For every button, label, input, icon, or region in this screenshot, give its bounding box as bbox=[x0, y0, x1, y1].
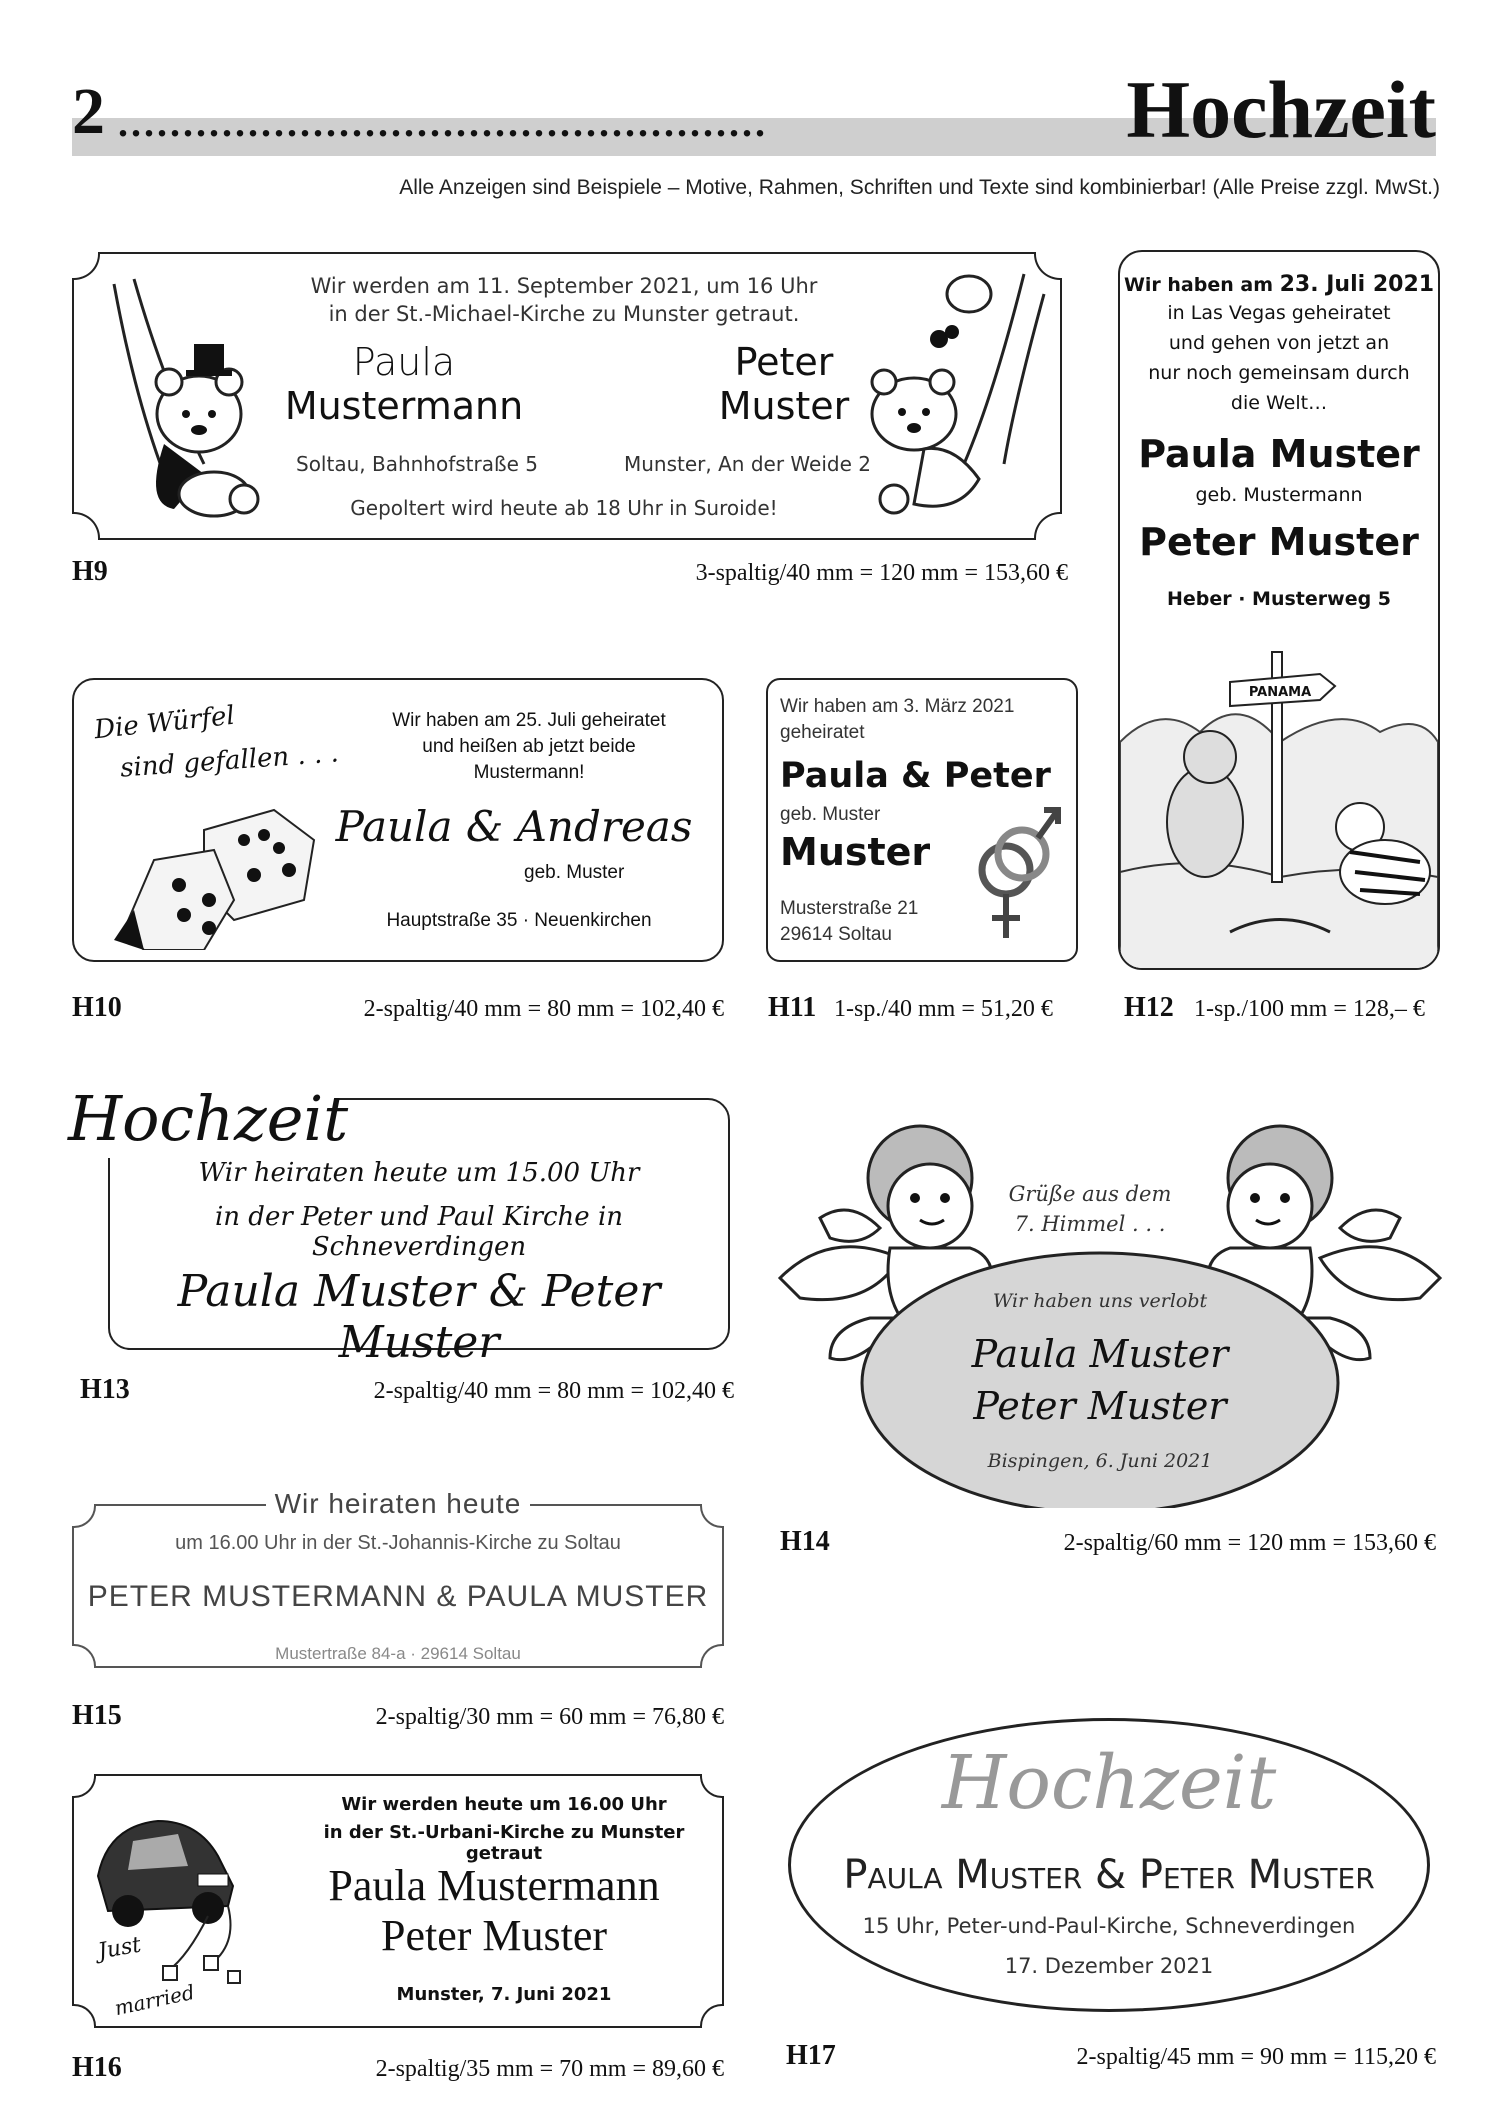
h11-line1: Wir haben am 3. März 2021 bbox=[780, 696, 1015, 717]
h12-line5: die Welt… bbox=[1230, 392, 1328, 414]
price-h16: 2-spaltig/35 mm = 70 mm = 89,60 € bbox=[375, 2056, 724, 2082]
ad-code-h16: H16 bbox=[72, 2052, 122, 2083]
h9-groom-last: Muster bbox=[718, 384, 850, 428]
h10-nee: geb. Muster bbox=[524, 862, 625, 883]
price-h9: 3-spaltig/40 mm = 120 mm = 153,60 € bbox=[695, 560, 1068, 586]
ad-h12 bbox=[1118, 250, 1440, 970]
ad-h16 bbox=[72, 1774, 724, 2028]
h16-place-date: Munster, 7. Juni 2021 bbox=[396, 1984, 612, 2005]
h10-tagline1: Die Würfel bbox=[92, 700, 237, 746]
h12-bride: Paula Muster bbox=[1138, 432, 1420, 476]
ad-code-h11: H11 bbox=[768, 992, 817, 1023]
ad-code-h15: H15 bbox=[72, 1700, 122, 1731]
h14-greeting1: Grüße aus dem bbox=[1008, 1182, 1172, 1206]
h14-line1: Wir haben uns verlobt bbox=[992, 1290, 1208, 1312]
page-subtitle: Alle Anzeigen sind Beispiele – Motive, Rahmen, Schriften und Texte sind kombinierbar! (Alle Preise zzgl. MwSt.) bbox=[399, 176, 1440, 199]
price-h17: 2-spaltig/45 mm = 90 mm = 115,20 € bbox=[1076, 2044, 1436, 2070]
page-title: Hochzeit bbox=[1126, 64, 1436, 155]
h17-line2: 17. Dezember 2021 bbox=[1004, 1954, 1214, 1978]
ad-code-h13: H13 bbox=[80, 1374, 130, 1405]
h16-married: married bbox=[112, 1979, 197, 2021]
ad-code-h14: H14 bbox=[780, 1526, 830, 1557]
h13-line1: Wir heiraten heute um 15.00 Uhr bbox=[198, 1158, 640, 1188]
page-number: 2 bbox=[72, 75, 105, 148]
h14-greeting2: 7. Himmel . . . bbox=[1014, 1212, 1166, 1236]
h17-line1: 15 Uhr, Peter-und-Paul-Kirche, Schneverdingen bbox=[862, 1914, 1356, 1938]
h9-bride-first: Paula bbox=[352, 340, 456, 384]
h9-bride-last: Mustermann bbox=[284, 384, 524, 428]
h17-heading: Hochzeit bbox=[941, 1740, 1277, 1826]
h12-line4: nur noch gemeinsam durch bbox=[1148, 362, 1410, 384]
h11-line2: geheiratet bbox=[780, 722, 865, 743]
ad-code-h12: H12 bbox=[1124, 992, 1174, 1023]
h16-line1: Wir werden heute um 16.00 Uhr bbox=[341, 1794, 667, 1815]
h15-address: Mustertraße 84-a · 29614 Soltau bbox=[275, 1644, 521, 1663]
price-h14: 2-spaltig/60 mm = 120 mm = 153,60 € bbox=[1063, 1530, 1436, 1556]
corner-ornament bbox=[700, 1504, 724, 1528]
corner-ornament bbox=[72, 1504, 96, 1528]
h12-address: Heber · Musterweg 5 bbox=[1166, 588, 1392, 610]
ad-h10 bbox=[72, 678, 724, 962]
h10-address: Hauptstraße 35 · Neuenkirchen bbox=[386, 910, 652, 931]
ad-code-h17: H17 bbox=[786, 2040, 836, 2071]
h12-line2: in Las Vegas geheiratet bbox=[1167, 302, 1391, 324]
h13-names: Paula Muster & Peter Muster bbox=[177, 1266, 661, 1368]
h9-groom-first: Peter bbox=[734, 340, 834, 384]
h9-footer: Gepoltert wird heute ab 18 Uhr in Suroide! bbox=[350, 496, 778, 520]
price-h10: 2-spaltig/40 mm = 80 mm = 102,40 € bbox=[363, 996, 724, 1022]
gender-rings-icon bbox=[958, 798, 1068, 958]
price-h12: 1-sp./100 mm = 128,– € bbox=[1194, 996, 1425, 1022]
h13-heading: Hochzeit bbox=[68, 1082, 349, 1155]
h10-line1: Wir haben am 25. Juli geheiratet bbox=[392, 710, 666, 731]
header-dots: .................................................. bbox=[118, 100, 768, 145]
h15-names: PETER MUSTERMANN & PAULA MUSTER bbox=[87, 1580, 709, 1613]
h12-nee: geb. Mustermann bbox=[1195, 484, 1363, 506]
h10-names: Paula & Andreas bbox=[335, 802, 693, 851]
price-h13: 2-spaltig/40 mm = 80 mm = 102,40 € bbox=[373, 1378, 734, 1404]
h9-groom-address: Munster, An der Weide 2 bbox=[624, 452, 871, 476]
teddy-bear-groom-icon bbox=[94, 274, 294, 524]
h10-line3: Mustermann! bbox=[473, 762, 585, 783]
h10-line2: und heißen ab jetzt beide bbox=[422, 736, 636, 757]
ad-h11 bbox=[766, 678, 1078, 962]
h14-place-date: Bispingen, 6. Juni 2021 bbox=[987, 1450, 1213, 1472]
h12-groom: Peter Muster bbox=[1139, 520, 1419, 564]
h15-line1: um 16.00 Uhr in der St.-Johannis-Kirche zu Soltau bbox=[175, 1532, 621, 1554]
h9-line1: Wir werden am 11. September 2021, um 16 Uhr bbox=[310, 274, 818, 298]
h13-line2: in der Peter und Paul Kirche in Schneverdingen bbox=[214, 1202, 624, 1262]
h17-names: Paula Muster & Peter Muster bbox=[843, 1852, 1375, 1898]
ad-code-h9: H9 bbox=[72, 556, 108, 587]
h14-name1: Paula Muster bbox=[971, 1332, 1229, 1376]
corner-ornament bbox=[72, 1774, 96, 1798]
h11-city: 29614 Soltau bbox=[780, 924, 892, 945]
h16-line2: in der St.-Urbani-Kirche zu Munster getraut bbox=[323, 1822, 685, 1864]
h12-date: 23. Juli 2021 bbox=[1279, 272, 1435, 297]
h9-line2: in der St.-Michael-Kirche zu Munster getraut. bbox=[328, 302, 800, 326]
h11-surname: Muster bbox=[780, 830, 931, 874]
h10-tagline2: sind gefallen . . . bbox=[119, 738, 340, 784]
h15-heading: Wir heiraten heute bbox=[266, 1488, 530, 1520]
ad-code-h10: H10 bbox=[72, 992, 122, 1023]
h16-just: Just bbox=[96, 1932, 143, 1965]
bear-tiger-signpost-illustration bbox=[1120, 622, 1438, 970]
price-h11: 1-sp./40 mm = 51,20 € bbox=[834, 996, 1053, 1022]
signpost-label: PANAMA bbox=[1248, 685, 1312, 700]
dice-icon bbox=[114, 790, 324, 950]
teddy-bear-bride-icon bbox=[854, 264, 1054, 524]
h11-nee: geb. Muster bbox=[780, 804, 881, 825]
h11-names: Paula & Peter bbox=[780, 756, 1051, 796]
h12-line1: Wir haben am 23. Juli 2021 bbox=[1123, 272, 1435, 297]
ad-h9 bbox=[72, 252, 1062, 540]
h11-street: Musterstraße 21 bbox=[780, 898, 919, 919]
h16-name2: Peter Muster bbox=[380, 1911, 608, 1960]
h12-line3: und gehen von jetzt an bbox=[1168, 332, 1390, 354]
corner-ornament bbox=[700, 2004, 724, 2028]
h14-name2: Peter Muster bbox=[973, 1384, 1227, 1428]
h16-name1: Paula Mustermann bbox=[328, 1861, 660, 1910]
price-h15: 2-spaltig/30 mm = 60 mm = 76,80 € bbox=[375, 1704, 724, 1730]
h9-bride-address: Soltau, Bahnhofstraße 5 bbox=[296, 452, 538, 476]
